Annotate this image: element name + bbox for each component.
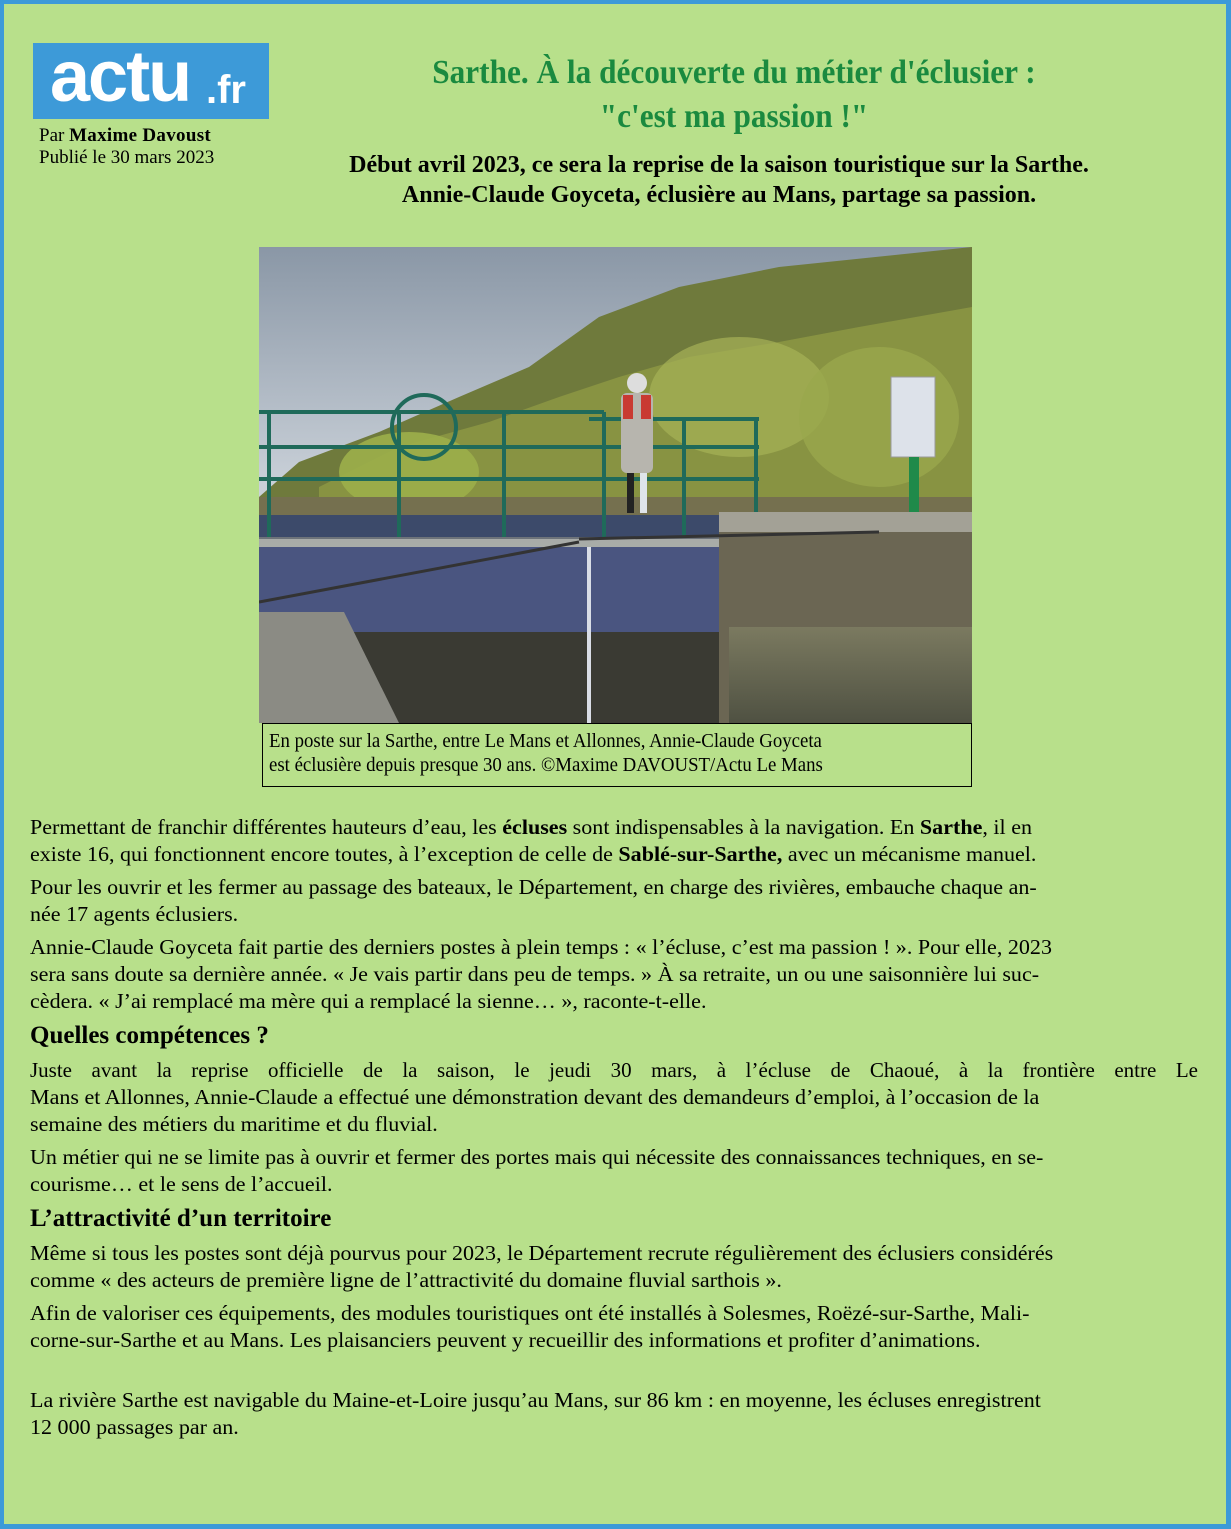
paragraph-3 [30, 934, 1198, 1015]
bold-sable-sur-sarthe: Sablé-sur-Sarthe, [618, 842, 783, 866]
logo-text: actu [50, 43, 191, 117]
paragraph-8 [30, 1387, 1198, 1441]
text-run: Mans et Allonnes, Annie-Claude a effectué une démonstration devant des demandeurs d’emploi, à l’occasion de la [30, 1085, 1040, 1109]
text-run: Permettant de franchir différentes hauteurs d’eau, les [30, 815, 503, 839]
article-subtitle [254, 150, 1184, 210]
text-run: Même si tous les postes sont déjà pourvus pour 2023, le Département recrute régulièrement des éclusiers considérés [30, 1241, 1054, 1265]
text-run: comme « des acteurs de première ligne de l’attractivité du domaine fluvial sarthois ». [30, 1268, 782, 1292]
paragraph-line [30, 874, 1198, 901]
paragraph-line [30, 934, 1198, 961]
paragraph-1 [30, 814, 1198, 868]
text-run: Afin de valoriser ces équipements, des modules touristiques ont été installés à Solesmes, Roëzé-sur-Sarthe, Mali- [30, 1301, 1030, 1325]
paragraph-5 [30, 1144, 1198, 1198]
photo-caption [262, 723, 972, 787]
paragraph-line [30, 988, 1198, 1015]
byline [39, 125, 214, 169]
article-page [4, 4, 1226, 1524]
text-run: , il en [982, 815, 1033, 839]
caption-line-2: est éclusière depuis presque 30 ans. ©Maxime DAVOUST/Actu Le Mans [269, 754, 823, 776]
text-run: Pour les ouvrir et les fermer au passage des bateaux, le Département, en charge des rivières, embauche chaque an- [30, 875, 1037, 899]
text-run: 12 000 passages par an. [30, 1415, 239, 1439]
subtitle-line-1: Début avril 2023, ce sera la reprise de la saison touristique sur la Sarthe. [349, 152, 1089, 178]
text-run: Un métier qui ne se limite pas à ouvrir et fermer des portes mais qui nécessite des connaissances techniques, en se- [30, 1145, 1044, 1169]
caption-line-1: En poste sur la Sarthe, entre Le Mans et Allonnes, Annie-Claude Goyceta [269, 730, 822, 752]
paragraph-line [30, 1267, 1198, 1294]
lock-water [729, 627, 972, 723]
paragraph-line [30, 814, 1198, 841]
paragraph-line [30, 961, 1198, 988]
spacer [30, 1360, 1198, 1387]
bold-sarthe: Sarthe [919, 815, 983, 839]
paragraph-line [30, 1084, 1198, 1111]
text-run: existe 16, qui fonctionnent encore toutes, à l’exception de celle de [30, 842, 619, 866]
paragraph-line [30, 1300, 1198, 1327]
paragraph-line [30, 1414, 1198, 1441]
paragraph-line [30, 841, 1198, 868]
paragraph-7 [30, 1300, 1198, 1354]
text-run: sera sans doute sa dernière année. « Je vais partir dans peu de temps. » À sa retraite, un ou une saisonnière lui suc- [30, 962, 1040, 986]
text-run: corne-sur-Sarthe et au Mans. Les plaisanciers peuvent y recueillir des informations et profiter d’animations. [30, 1328, 981, 1352]
article-title [348, 51, 1121, 139]
text-run: courisme… et le sens de l’accueil. [30, 1172, 333, 1196]
paragraph-line [30, 1171, 1198, 1198]
paragraph-2 [30, 874, 1198, 928]
bold-ecluses: écluses [502, 815, 568, 839]
lock-keeper-photo [259, 247, 972, 723]
author-name[interactable]: Maxime Davoust [69, 125, 212, 146]
paragraph-line [30, 1144, 1198, 1171]
text-run: sont indispensables à la navigation. En [567, 815, 920, 839]
paragraph-6 [30, 1240, 1198, 1294]
logo-suffix: .fr [206, 68, 246, 112]
paragraph-line [30, 1111, 1198, 1138]
publish-date: Publié le 30 mars 2023 [39, 147, 215, 168]
text-run: avec un mécanisme manuel. [782, 842, 1037, 866]
paragraph-line: Juste avant la reprise officielle de la saison, le jeudi 30 mars, à l’écluse de Chaoué, à la frontière entre Le [30, 1058, 1198, 1082]
heading-attractivite: L’attractivité d’un territoire [30, 1205, 332, 1232]
title-line-2: "c'est ma passion !" [599, 98, 869, 135]
actu-fr-logo[interactable] [33, 43, 269, 119]
article-body [30, 814, 1198, 1447]
text-run: La rivière Sarthe est navigable du Maine-et-Loire jusqu’au Mans, sur 86 km : en moyenne, les écluses enregistrent [30, 1388, 1041, 1412]
paragraph-line [30, 1240, 1198, 1267]
paragraph-line [30, 901, 1198, 928]
heading-competences: Quelles compétences ? [30, 1022, 269, 1049]
subtitle-line-2: Annie-Claude Goyceta, éclusière au Mans, partage sa passion. [401, 182, 1037, 208]
text-run: Annie-Claude Goyceta fait partie des derniers postes à plein temps : « l’écluse, c’est ma passion ! ». Pour elle, 2023 [30, 935, 1052, 959]
paragraph-line [30, 1387, 1198, 1414]
byline-prefix: Par [39, 125, 70, 146]
title-line-1: Sarthe. À la découverte du métier d'éclusier : [432, 54, 1036, 91]
paragraph-4 [30, 1057, 1198, 1138]
photo-illustration [259, 247, 972, 723]
text-run: née 17 agents éclusiers. [30, 902, 239, 926]
text-run: cèdera. « J’ai remplacé ma mère qui a remplacé la sienne… », raconte-t-elle. [30, 989, 707, 1013]
text-run: semaine des métiers du maritime et du fluvial. [30, 1112, 438, 1136]
paragraph-line [30, 1327, 1198, 1354]
